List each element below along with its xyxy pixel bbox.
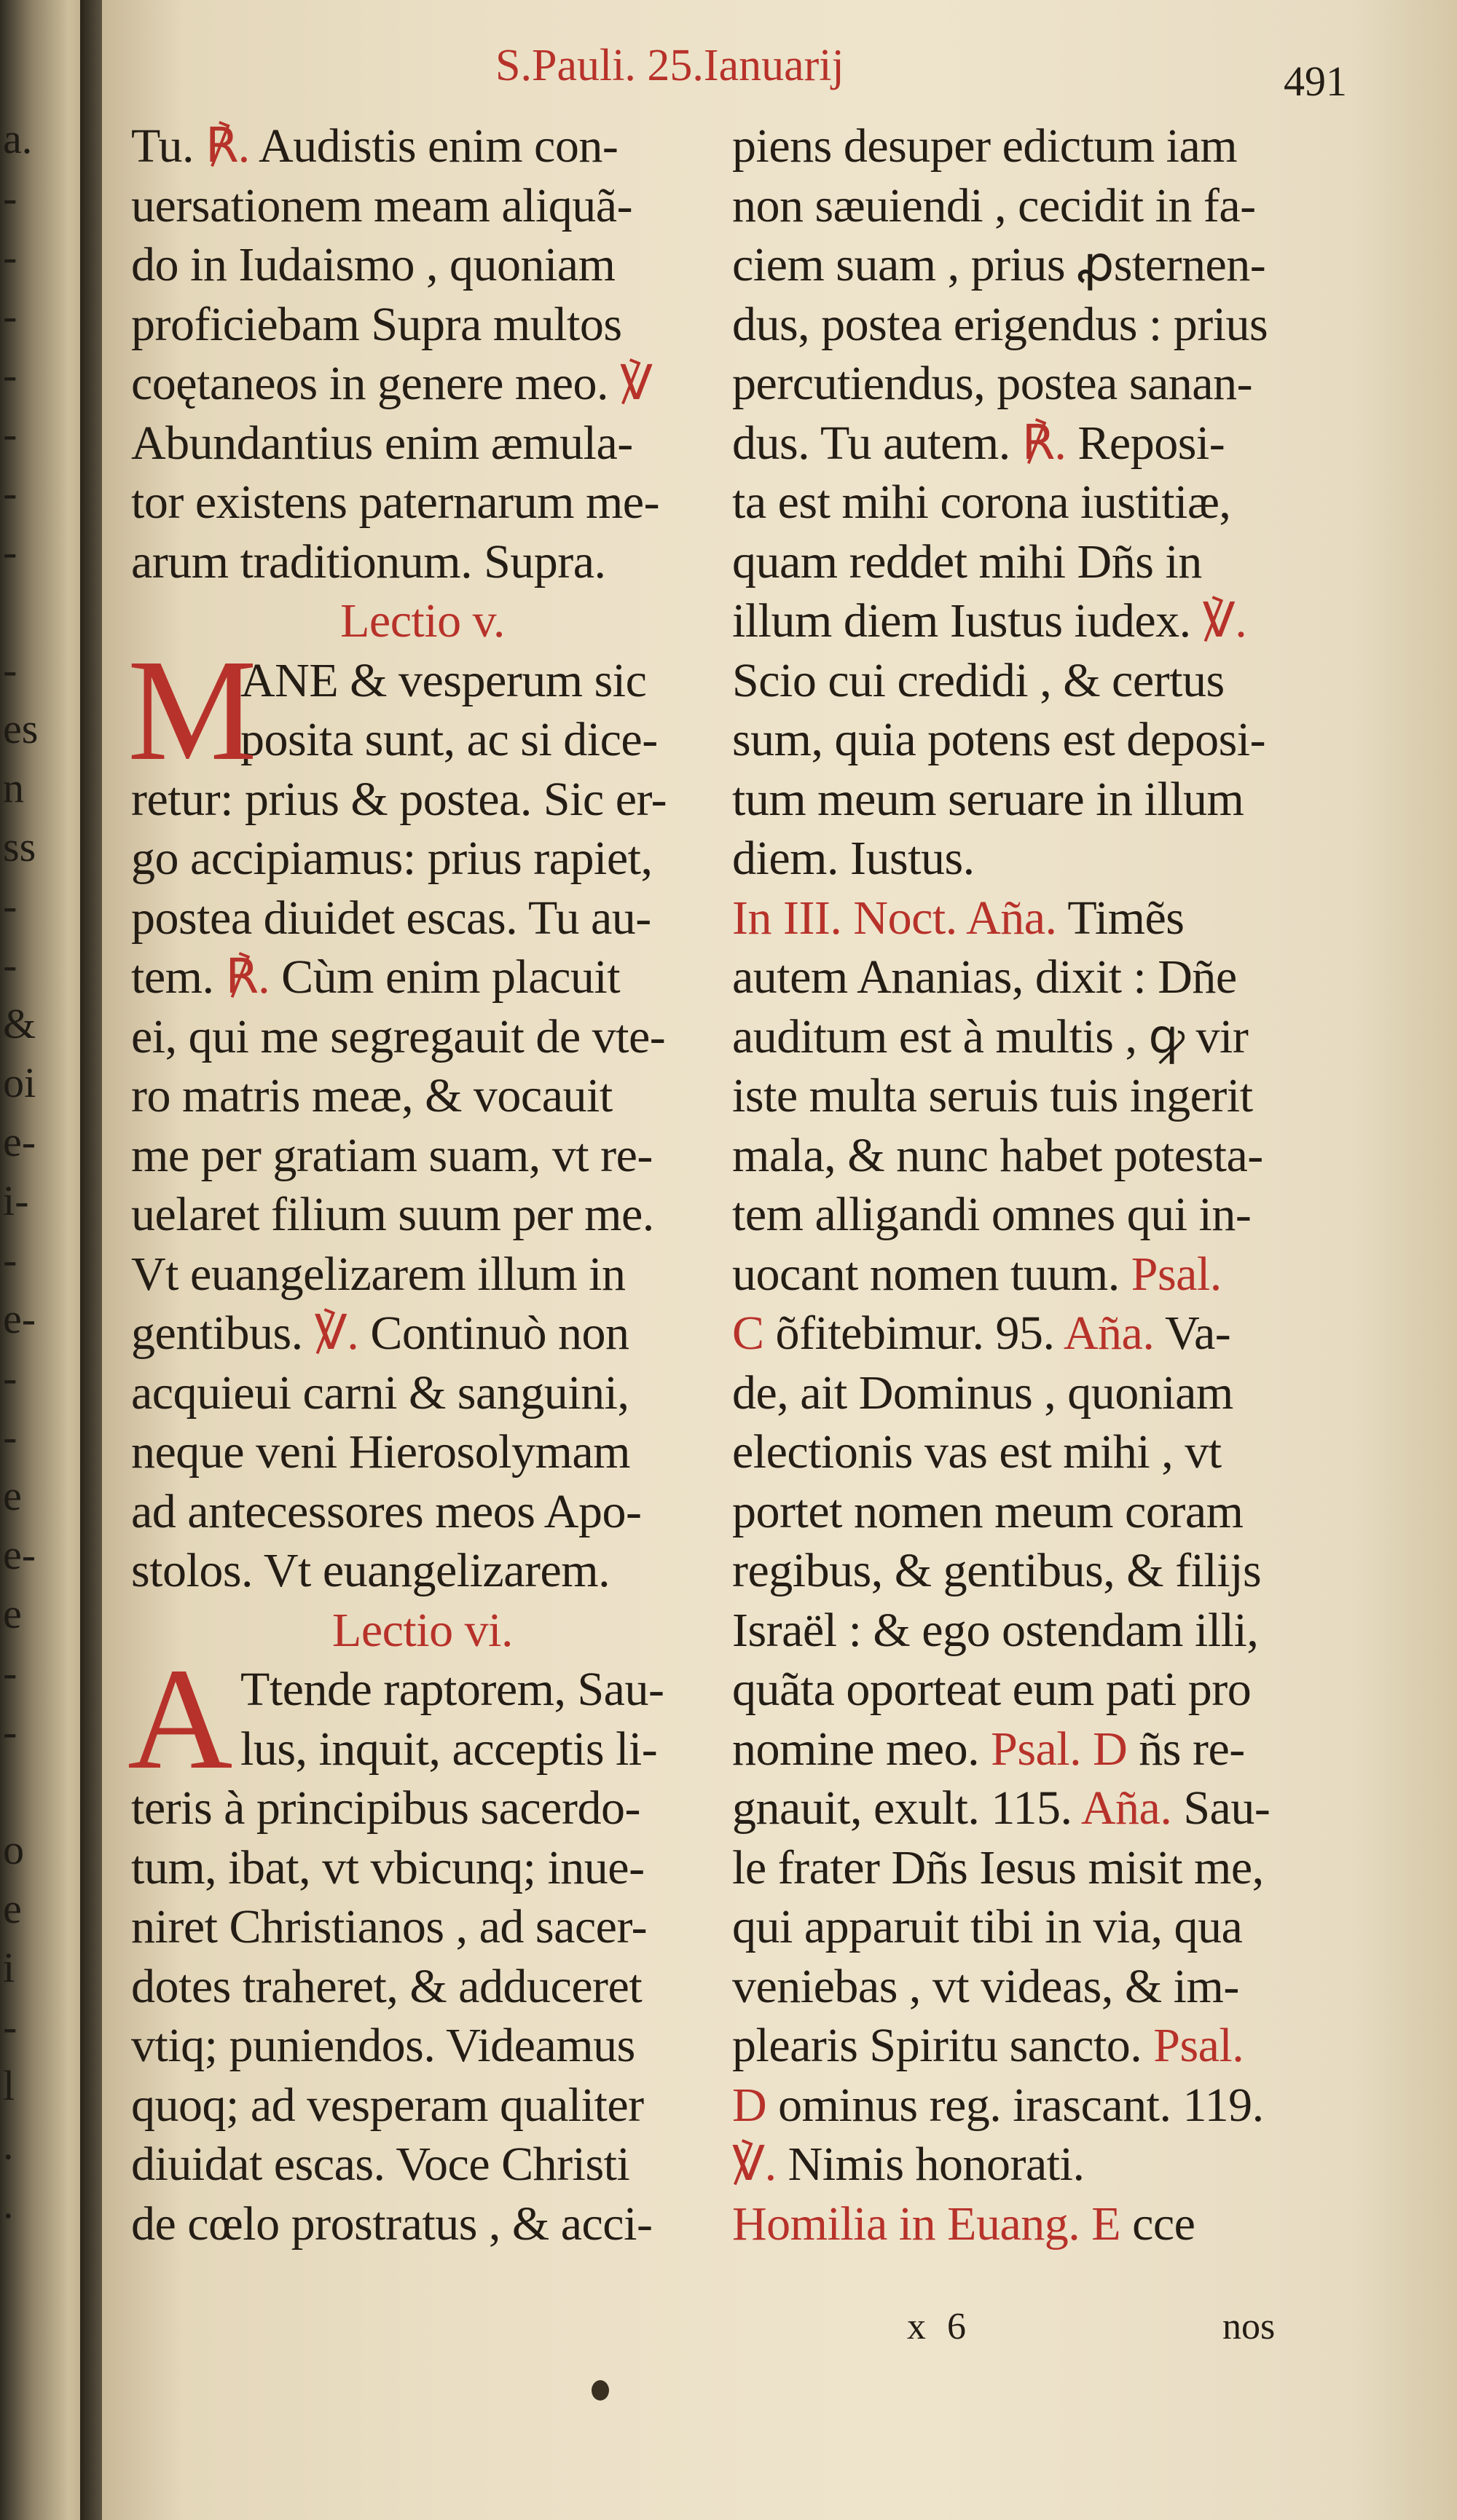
signature-mark: x 6	[907, 2306, 972, 2347]
text-line	[131, 2135, 714, 2194]
body-text: iste multa seruis tuis ingerit	[732, 1069, 1253, 1122]
body-text: do in Iudaismo , quoniam	[131, 238, 616, 291]
text-line	[732, 1601, 1366, 1661]
rubric-text: ℟.	[205, 119, 250, 173]
body-text: ad antecessores meos Apo-	[131, 1484, 642, 1538]
body-text: dotes traheret, & adduceret	[131, 1959, 643, 2013]
margin-char: -	[3, 292, 17, 339]
margin-char: -	[3, 351, 17, 398]
body-text: regibus, & gentibus, & filijs	[732, 1544, 1262, 1597]
margin-char: -	[3, 233, 17, 280]
body-text: Cùm enim placuit	[270, 950, 621, 1004]
rubric-text: D	[732, 2078, 767, 2132]
text-line	[131, 117, 714, 176]
text-line	[131, 1422, 714, 1482]
rubric-text: Psal.	[1153, 2019, 1244, 2072]
body-text: Ttende raptorem, Sau-	[240, 1663, 664, 1716]
rubric-text: ℣.	[732, 2138, 777, 2191]
text-line	[732, 1007, 1366, 1067]
margin-char: es	[3, 705, 39, 752]
body-text: quãta oporteat eum pati pro	[732, 1663, 1252, 1716]
body-text: veniebas , vt videas, & im-	[732, 1959, 1239, 2013]
drop-capital: M	[127, 629, 257, 791]
text-line	[732, 1957, 1366, 2017]
text-line	[131, 1838, 714, 1898]
text-line	[131, 354, 714, 414]
rubric-text: ℣.	[314, 1307, 359, 1360]
body-text: tum meum seruare in illum	[732, 772, 1244, 826]
margin-char: .	[3, 2121, 14, 2168]
margin-char: -	[3, 469, 17, 516]
text-line	[732, 948, 1366, 1007]
text-line	[732, 414, 1366, 473]
catchword: nos	[1222, 2306, 1276, 2347]
margin-char: e	[3, 1590, 22, 1637]
body-text: tem.	[131, 950, 226, 1004]
body-text: sum, quia potens est deposi-	[732, 713, 1266, 766]
margin-char: i	[3, 1944, 15, 1991]
text-line	[732, 1245, 1366, 1304]
body-text: de, ait Dominus , quoniam	[732, 1366, 1233, 1420]
body-text: teris à principibus sacerdo-	[131, 1781, 640, 1835]
text-line	[732, 651, 1366, 711]
rubric-text: Aña.	[1063, 1307, 1155, 1360]
text-line	[732, 1185, 1366, 1245]
body-text: uocant nomen tuum.	[732, 1247, 1131, 1301]
body-text: percutiendus, postea sanan-	[732, 357, 1253, 410]
body-text: piens desuper edictum iam	[732, 119, 1238, 173]
body-text: ro matris meæ, & vocauit	[131, 1069, 613, 1122]
body-text: le frater Dñs Iesus misit me,	[732, 1840, 1264, 1894]
text-line	[732, 1363, 1366, 1423]
text-line	[131, 1897, 714, 1957]
body-text: go accipiamus: prius rapiet,	[131, 832, 653, 885]
body-text: autem Ananias, dixit : Dñe	[732, 950, 1237, 1004]
ink-spot	[592, 2380, 609, 2401]
text-line	[131, 532, 714, 592]
margin-char: -	[3, 410, 17, 457]
text-line	[131, 829, 714, 889]
body-text: non sæuiendi , cecidit in fa-	[732, 178, 1256, 232]
text-line	[131, 1304, 714, 1363]
body-text: electionis vas est mihi , vt	[732, 1425, 1222, 1478]
body-text: Tu.	[131, 119, 205, 173]
margin-char: e	[3, 1472, 22, 1519]
text-line	[131, 1541, 714, 1601]
margin-char: i-	[3, 1177, 29, 1224]
body-text: dus. Tu autem.	[732, 416, 1022, 470]
text-line	[732, 1660, 1366, 1720]
margin-char: -	[3, 1708, 17, 1755]
rubric-text: In III. Noct. Aña.	[732, 891, 1068, 945]
body-text: Reposi-	[1066, 416, 1225, 470]
text-line	[131, 948, 714, 1007]
text-line	[131, 2194, 714, 2254]
body-text: tem alligandi omnes qui in-	[732, 1188, 1252, 1241]
body-text: niret Christianos , ad sacer-	[131, 1900, 648, 1953]
body-text: arum traditionum. Supra.	[131, 535, 606, 588]
body-text: neque veni Hierosolymam	[131, 1425, 630, 1478]
text-line	[131, 1245, 714, 1304]
body-text: nomine meo.	[732, 1722, 991, 1776]
text-line	[732, 1897, 1366, 1957]
body-text: Scio cui credidi , & certus	[732, 653, 1225, 707]
text-line	[732, 235, 1366, 295]
margin-char: e-	[3, 1295, 36, 1342]
text-line	[732, 473, 1366, 532]
text-line	[732, 176, 1366, 236]
text-line	[131, 176, 714, 236]
text-line	[732, 889, 1366, 948]
rubric-text: Psal. D	[991, 1722, 1128, 1776]
body-text: ominus reg. irascant. 119.	[766, 2078, 1264, 2132]
text-line	[732, 532, 1366, 592]
right-text-column	[732, 117, 1366, 2253]
margin-char: n	[3, 764, 24, 811]
text-line	[732, 710, 1366, 770]
body-text: ciem suam , prius ꝓsternen-	[732, 238, 1266, 291]
body-text: acquieui carni & sanguini,	[131, 1366, 629, 1420]
rubric-text: Homilia in Euang. E	[732, 2197, 1121, 2251]
text-line	[732, 591, 1366, 651]
text-line	[131, 2016, 714, 2076]
text-line	[732, 1482, 1366, 1542]
text-line	[131, 473, 714, 532]
body-text: auditum est à multis , ꝙ vir	[732, 1009, 1249, 1063]
margin-char	[3, 1761, 54, 1820]
body-text: uersationem meam aliquã-	[131, 178, 633, 232]
body-text: Abundantius enim æmula-	[131, 416, 633, 470]
body-text: tum, ibat, vt vbicunq; inue-	[131, 1840, 645, 1894]
body-text: coętaneos in genere meo.	[131, 357, 621, 410]
margin-char: o	[3, 1826, 24, 1873]
margin-char: a.	[3, 115, 33, 162]
text-line	[131, 1957, 714, 2017]
body-text: portet nomen meum coram	[732, 1484, 1244, 1538]
text-line	[131, 889, 714, 948]
text-line	[732, 1838, 1366, 1898]
text-line	[131, 1482, 714, 1542]
rubric-text: ℟.	[1021, 416, 1067, 470]
body-text: Continuò non	[358, 1307, 629, 1360]
rubric-text: ℟.	[225, 950, 270, 1004]
body-text: quam reddet mihi Dñs in	[732, 535, 1202, 588]
body-text: ñs re-	[1127, 1722, 1245, 1776]
body-text: Vt euangelizarem illum in	[131, 1247, 626, 1301]
text-line	[732, 829, 1366, 889]
body-text: de cœlo prostratus , & acci-	[131, 2197, 653, 2251]
body-text: ta est mihi corona iustitiæ,	[732, 476, 1231, 529]
rubric-text: ℣	[620, 357, 653, 410]
text-line	[131, 235, 714, 295]
text-line	[732, 354, 1366, 414]
body-text: plearis Spiritu sancto.	[732, 2019, 1154, 2072]
text-line	[732, 2016, 1366, 2076]
body-text: Timẽs	[1067, 891, 1185, 945]
text-line	[732, 1126, 1366, 1186]
text-line	[732, 117, 1366, 176]
body-text: Israël : & ego ostendam illi,	[732, 1603, 1259, 1657]
rubric-text: Lectio vi.	[332, 1603, 513, 1657]
margin-char: -	[3, 1413, 17, 1460]
body-text: Va-	[1154, 1307, 1231, 1360]
text-line	[131, 414, 714, 473]
body-text: quoq; ad vesperam qualiter	[131, 2078, 644, 2132]
text-line	[732, 295, 1366, 355]
drop-capital: A	[127, 1639, 232, 1800]
body-text: postea diuidet escas. Tu au-	[131, 891, 651, 945]
margin-char: e	[3, 1885, 22, 1932]
body-text: retur: prius & postea. Sic er-	[131, 772, 667, 826]
text-line	[131, 1007, 714, 1067]
margin-char: ss	[3, 823, 36, 870]
margin-char: -	[3, 528, 17, 575]
facing-page-edge-text	[0, 109, 54, 2233]
text-line	[131, 1363, 714, 1423]
body-text: mala, & nunc habet potesta-	[732, 1128, 1263, 1182]
margin-char: l	[3, 2062, 15, 2109]
body-text: Sau-	[1171, 1781, 1271, 1835]
margin-char: .	[3, 2180, 14, 2227]
rubric-text: C	[732, 1307, 764, 1360]
text-line	[131, 1126, 714, 1186]
text-line	[131, 2076, 714, 2135]
body-text: Nimis honorati.	[776, 2138, 1085, 2191]
text-line	[732, 2076, 1366, 2135]
running-header: S.Pauli. 25.Ianuarij	[495, 41, 844, 90]
margin-char: &	[3, 1000, 36, 1047]
text-line	[131, 1066, 714, 1126]
body-text: cce	[1120, 2197, 1195, 2251]
body-text: dus, postea erigendus : prius	[732, 297, 1268, 351]
body-text: diem. Iustus.	[732, 832, 975, 885]
text-line	[732, 2194, 1366, 2254]
body-text: lus, inquit, acceptis li-	[240, 1722, 658, 1776]
body-text: proficiebam Supra multos	[131, 297, 622, 351]
margin-char: oi	[3, 1059, 36, 1106]
margin-char: -	[3, 646, 17, 693]
body-text: vtiq; puniendos. Videamus	[131, 2019, 635, 2072]
margin-char: -	[3, 882, 17, 929]
text-line	[732, 1066, 1366, 1126]
page-number: 491	[1284, 58, 1347, 105]
body-text: Audistis enim con-	[249, 119, 618, 173]
text-line	[732, 1541, 1366, 1601]
text-line	[131, 295, 714, 355]
text-line	[732, 1422, 1366, 1482]
text-line	[732, 1779, 1366, 1838]
margin-char: -	[3, 174, 17, 221]
rubric-text: Lectio v.	[340, 594, 505, 647]
margin-char: e-	[3, 1118, 36, 1165]
margin-char: -	[3, 1354, 17, 1401]
rubric-text: Aña.	[1080, 1781, 1172, 1835]
body-text: tor existens paternarum me-	[131, 476, 660, 529]
body-text: posita sunt, ac si dice-	[240, 713, 658, 766]
body-text: illum diem Iustus iudex.	[732, 594, 1203, 647]
body-text: gentibus.	[131, 1307, 315, 1360]
margin-char: -	[3, 1236, 17, 1283]
text-line	[732, 1304, 1366, 1363]
body-text: ANE & vesperum sic	[240, 653, 647, 707]
margin-char: -	[3, 941, 17, 988]
body-text: stolos. Vt euangelizarem.	[131, 1544, 610, 1597]
margin-char	[3, 581, 54, 640]
rubric-text: Psal.	[1131, 1247, 1222, 1301]
text-line	[131, 1185, 714, 1245]
body-text: õfitebimur. 95.	[763, 1307, 1064, 1360]
body-text: me per gratiam suam, vt re-	[131, 1128, 653, 1182]
left-text-column	[127, 117, 714, 2253]
text-line	[732, 1720, 1366, 1779]
rubric-text: ℣.	[1202, 594, 1247, 647]
margin-char: -	[3, 2003, 17, 2050]
body-text: uelaret filium suum per me.	[131, 1188, 654, 1241]
body-text: ei, qui me segregauit de vte-	[131, 1009, 666, 1063]
margin-char: -	[3, 1649, 17, 1696]
margin-char: e-	[3, 1531, 36, 1578]
text-line	[732, 770, 1366, 830]
body-text: gnauit, exult. 115.	[732, 1781, 1081, 1835]
text-line	[732, 2135, 1366, 2194]
body-text: diuidat escas. Voce Christi	[131, 2138, 630, 2191]
body-text: qui apparuit tibi in via, qua	[732, 1900, 1243, 1953]
